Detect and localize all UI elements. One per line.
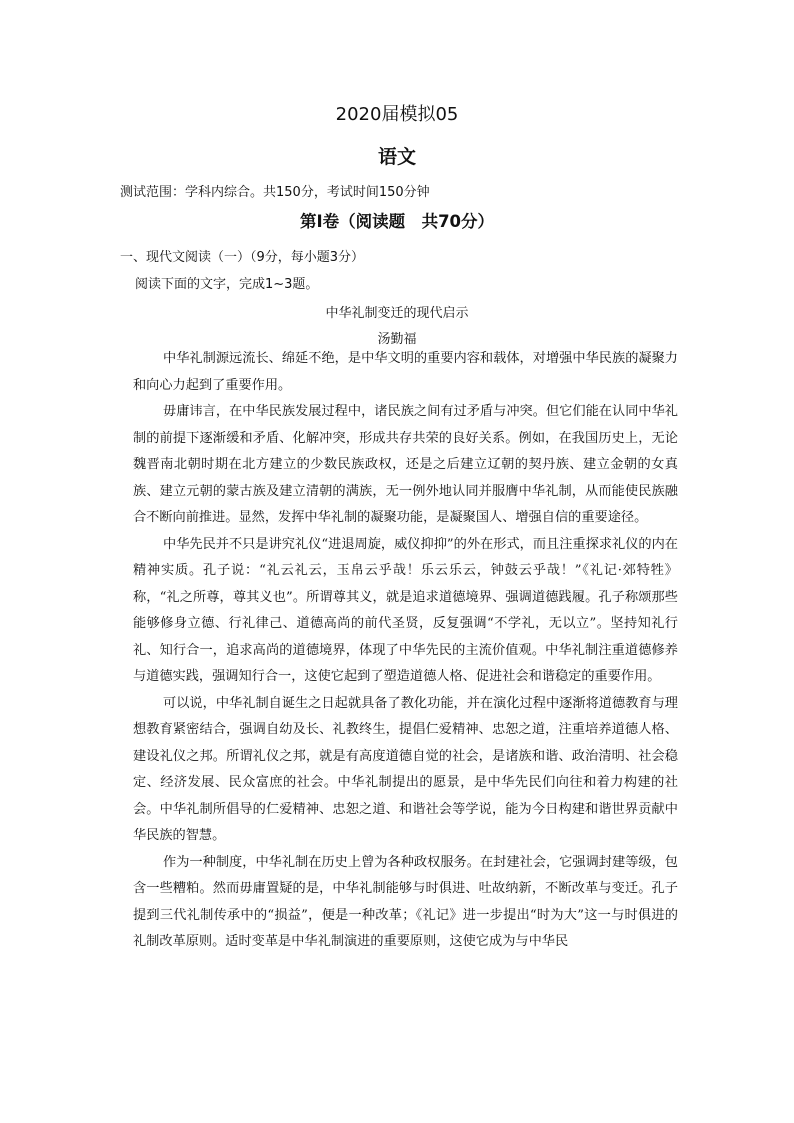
article-paragraph: 中华礼制源远流长、绵延不绝，是中华文明的重要内容和载体，对增强中华民族的凝聚力和向心力起到了重要作用。 [133, 351, 678, 393]
question-instruction: 阅读下面的文字，完成1~3题。 [135, 277, 319, 292]
article-paragraph: 作为一种制度，中华礼制在历史上曾为各种政权服务。在封建社会，它强调封建等级，包含一些糟粕。然而毋庸置疑的是，中华礼制能够与时俱进、吐故纳新，不断改革与变迁。孔子提到三代礼制传承中的“损益”，便是一种改革；《礼记》进一步提出“时为大”这一与时俱进的礼制改革原则。适时变革是中华礼制演进的重要原则，这使它成为与中华民 [133, 854, 678, 949]
subject-title: 语文 [377, 146, 416, 168]
article-paragraph: 中华先民并不只是讲究礼仪“进退周旋，威仪抑抑”的外在形式，而且注重探求礼仪的内在精神实质。孔子说：“礼云礼云，玉帛云乎哉！乐云乐云，钟鼓云乎哉！”《礼记·郊特牲》称，“礼之所尊，尊其义也”。所谓尊其义，就是追求道德境界、强调道德践履。孔子称颂那些能够修身立德、行礼律己、道德高尚的前代圣贤，反复强调“不学礼，无以立”。坚持知礼行礼、知行合一，追求高尚的道德境界，体现了中华先民的主流价值观。中华礼制注重道德修养与道德实践，强调知行合一，这使它起到了塑造道德人格、促进社会和谐稳定的重要作用。 [133, 536, 678, 684]
exam-title: 2020届模拟05 [335, 104, 459, 125]
article-body [133, 346, 678, 956]
article-title: 中华礼制变迁的现代启示 [325, 306, 469, 321]
article-paragraph: 可以说，中华礼制自诞生之日起就具备了教化功能，并在演化过程中逐渐将道德教育与理想教育紧密结合，强调自幼及长、礼教终生，提倡仁爱精神、忠恕之道，注重培养道德人格、建设礼仪之邦。所谓礼仪之邦，就是有高度道德自觉的社会，是诸族和谐、政治清明、社会稳定、经济发展、民众富庶的社会。中华礼制提出的愿景，是中华先民们向往和着力构建的社会。中华礼制所倡导的仁爱精神、忠恕之道、和谐社会等学说，能为今日构建和谐世界贡献中华民族的智慧。 [133, 695, 678, 843]
question-heading: 一、现代文阅读（一）（9分，每小题3分） [120, 250, 365, 265]
article-paragraph: 毋庸讳言，在中华民族发展过程中，诸民族之间有过矛盾与冲突。但它们能在认同中华礼制的前提下逐渐缓和矛盾、化解冲突，形成共存共荣的良好关系。例如，在我国历史上，无论魏晋南北朝时期在北方建立的少数民族政权，还是之后建立辽朝的契丹族、建立金朝的女真族、建立元朝的蒙古族及建立清朝的满族，无一例外地认同并服膺中华礼制，从而能使民族融合不断向前推进。显然，发挥中华礼制的凝聚功能，是凝聚国人、增强自信的重要途径。 [133, 404, 678, 525]
article-author: 汤勤福 [377, 332, 417, 347]
test-scope-line: 测试范围：学科内综合。共150分，考试时间150分钟 [120, 185, 430, 200]
section-title: 第Ⅰ卷（阅读题 共70分） [299, 212, 495, 231]
